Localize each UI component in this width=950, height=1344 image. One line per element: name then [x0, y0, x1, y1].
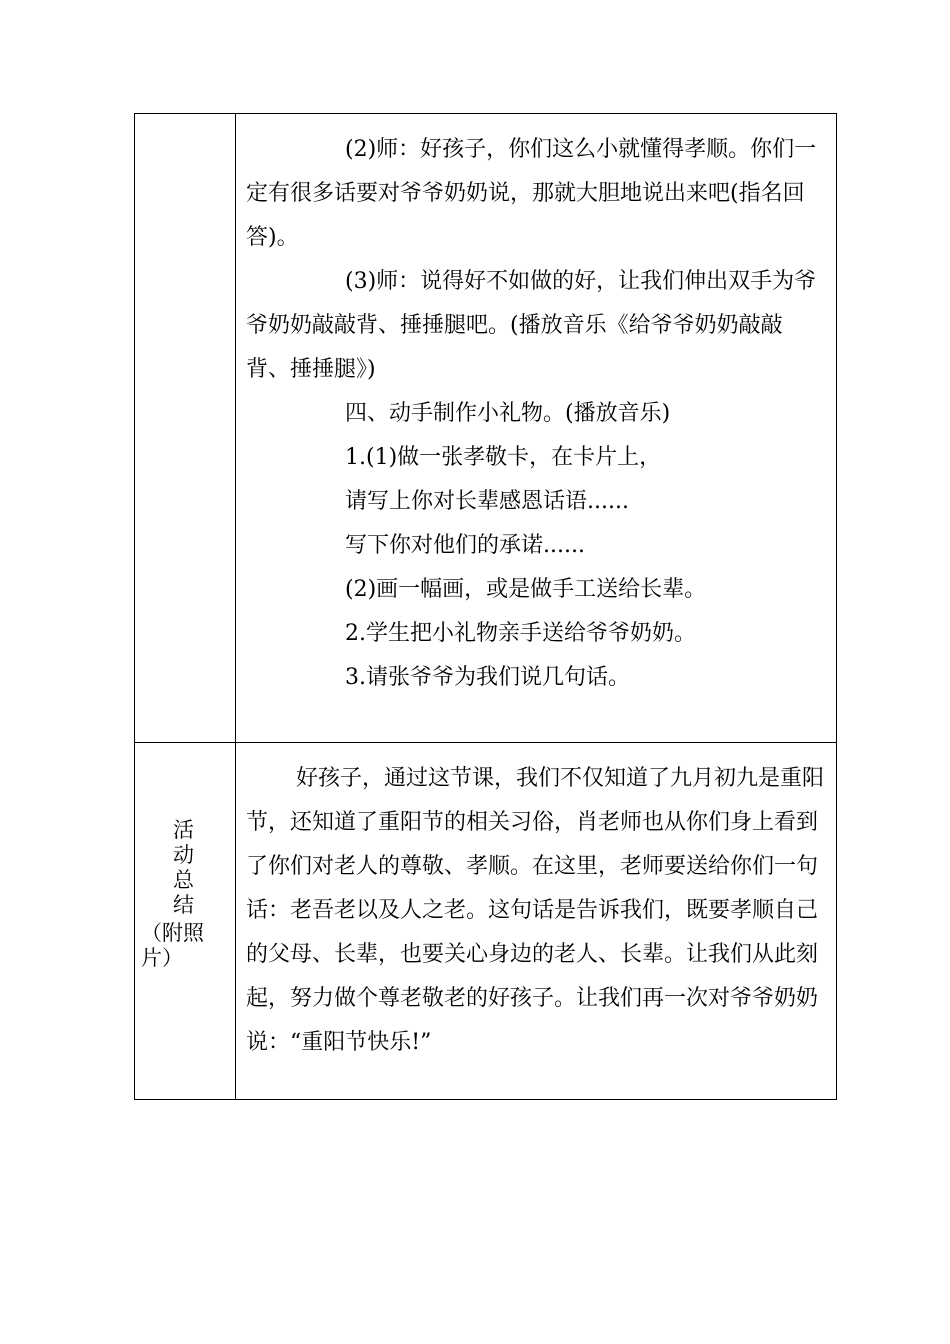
- table-row: [135, 114, 837, 743]
- summary-label-note: （附照片）: [141, 921, 204, 970]
- summary-label-cell: [135, 743, 236, 1100]
- summary-paragraph: 好孩子，通过这节课，我们不仅知道了九月初九是重阳节，还知道了重阳节的相关习俗，肖老师也从你们身上看到了你们对老人的尊敬、孝顺。在这里，老师要送给你们一句话：老吾老以及人之老。这句话是告诉我们，既要孝顺自己的父母、长辈，也要关心身边的老人、长辈。让我们从此刻起，努力做个尊老敬老的好孩子。让我们再一次对爷爷奶奶说：“重阳节快乐!”: [246, 766, 825, 1055]
- list-item: 3.请张爷爷为我们说几句话。: [345, 665, 630, 690]
- paragraph-step-3: (3)师：说得好不如做的好，让我们伸出双手为爷爷奶奶敲敲背、捶捶腿吧。(播放音乐《给爷爷奶奶敲敲背、捶捶腿》): [246, 269, 817, 382]
- heading-section-4: 四、动手制作小礼物。(播放音乐): [345, 401, 671, 426]
- summary-label-vertical: 活动总结: [173, 818, 194, 917]
- summary-content-cell: [236, 743, 837, 1100]
- table-row: [135, 743, 837, 1100]
- activity-content: [236, 114, 836, 700]
- list-item: 2.学生把小礼物亲手送给爷爷奶奶。: [345, 621, 696, 646]
- activity-content-cell: [236, 114, 837, 743]
- list-item: 写下你对他们的承诺......: [345, 533, 585, 558]
- paragraph-step-2: (2)师：好孩子，你们这么小就懂得孝顺。你们一定有很多话要对爷爷奶奶说，那就大胆地说出来吧(指名回答)。: [246, 137, 817, 250]
- lesson-plan-table: [134, 113, 837, 1100]
- list-item: (2)画一幅画，或是做手工送给长辈。: [345, 577, 707, 602]
- list-item: 1.(1)做一张孝敬卡，在卡片上，: [345, 445, 662, 470]
- empty-label-cell: [135, 114, 236, 743]
- list-item: 请写上你对长辈感恩话语......: [345, 489, 629, 514]
